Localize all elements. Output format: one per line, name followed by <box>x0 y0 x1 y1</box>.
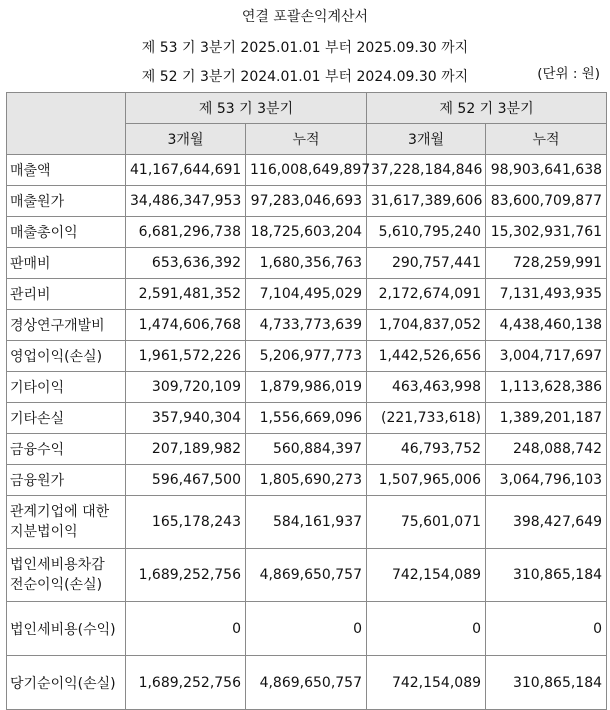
prior-period-label: 제 52 기 3분기 2024.01.01 부터 2024.09.30 까지 <box>141 69 469 85</box>
table-row <box>7 602 607 656</box>
value-cell: 310,865,184 <box>486 656 607 710</box>
value-cell: 742,154,089 <box>367 656 486 710</box>
value-cell: 309,720,109 <box>126 372 246 403</box>
value-cell: 165,178,243 <box>126 496 246 549</box>
value-cell: 1,474,606,768 <box>126 310 246 341</box>
row-label <box>7 217 126 248</box>
value-cell: 3,004,717,697 <box>486 341 607 372</box>
row-label-line: 판매비 <box>10 256 51 272</box>
row-label <box>7 496 126 549</box>
row-label <box>7 403 126 434</box>
value-cell: 207,189,982 <box>126 434 246 465</box>
unit-label: (단위 : 원) <box>537 66 600 82</box>
value-cell: 1,442,526,656 <box>367 341 486 372</box>
table-row <box>7 372 607 403</box>
value-cell: 5,610,795,240 <box>367 217 486 248</box>
value-cell: 34,486,347,953 <box>126 186 246 217</box>
row-label-line: 전순이익(손실) <box>10 577 103 593</box>
value-cell: 653,636,392 <box>126 248 246 279</box>
row-label-line: 지분법이익 <box>10 524 78 540</box>
row-label-line: 당기순이익(손실) <box>10 675 116 692</box>
value-cell: 4,869,650,757 <box>246 656 367 710</box>
value-cell: 357,940,304 <box>126 403 246 434</box>
value-cell: 0 <box>126 602 246 656</box>
table-row <box>7 434 607 465</box>
value-cell: 1,680,356,763 <box>246 248 367 279</box>
value-cell: 4,438,460,138 <box>486 310 607 341</box>
table-row <box>7 217 607 248</box>
value-cell: 4,869,650,757 <box>246 549 367 602</box>
row-label <box>7 434 126 465</box>
value-cell: 0 <box>486 602 607 656</box>
table-row <box>7 496 607 549</box>
value-cell: 728,259,991 <box>486 248 607 279</box>
value-cell: 596,467,500 <box>126 465 246 496</box>
value-cell: 2,591,481,352 <box>126 279 246 310</box>
value-cell: 97,283,046,693 <box>246 186 367 217</box>
value-cell: 1,704,837,052 <box>367 310 486 341</box>
value-cell: 584,161,937 <box>246 496 367 549</box>
value-cell: 1,113,628,386 <box>486 372 607 403</box>
value-cell: 1,556,669,096 <box>246 403 367 434</box>
row-label <box>7 465 126 496</box>
row-label-line: 관리비 <box>10 287 51 303</box>
value-cell: 31,617,389,606 <box>367 186 486 217</box>
row-label-line: 경상연구개발비 <box>10 318 105 334</box>
value-cell: 83,600,709,877 <box>486 186 607 217</box>
value-cell: 7,131,493,935 <box>486 279 607 310</box>
value-cell: 0 <box>367 602 486 656</box>
value-cell: 398,427,649 <box>486 496 607 549</box>
table-row <box>7 310 607 341</box>
value-cell: 6,681,296,738 <box>126 217 246 248</box>
row-label-line: 매출원가 <box>10 194 65 210</box>
table-row <box>7 403 607 434</box>
statement-title: 연결 포괄손익계산서 <box>241 9 369 25</box>
value-cell: 116,008,649,897 <box>246 155 367 186</box>
value-cell: 560,884,397 <box>246 434 367 465</box>
column-header-3months: 3개월 <box>126 124 246 155</box>
period-group-header: 제 52 기 3분기 <box>367 93 607 124</box>
value-cell: 1,879,986,019 <box>246 372 367 403</box>
income-statement-table <box>6 92 607 710</box>
value-cell: 37,228,184,846 <box>367 155 486 186</box>
row-label-line: 법인세비용차감 <box>10 557 105 573</box>
item-header-cell <box>7 93 126 155</box>
value-cell: 5,206,977,773 <box>246 341 367 372</box>
table-row <box>7 279 607 310</box>
value-cell: 1,689,252,756 <box>126 656 246 710</box>
current-period-label: 제 53 기 3분기 2025.01.01 부터 2025.09.30 까지 <box>141 40 469 56</box>
value-cell: (221,733,618) <box>367 403 486 434</box>
value-cell: 1,805,690,273 <box>246 465 367 496</box>
row-label <box>7 155 126 186</box>
value-cell: 2,172,674,091 <box>367 279 486 310</box>
table-row <box>7 465 607 496</box>
value-cell: 1,507,965,006 <box>367 465 486 496</box>
column-header-cumulative: 누적 <box>486 124 607 155</box>
value-cell: 41,167,644,691 <box>126 155 246 186</box>
table-row <box>7 248 607 279</box>
table-row <box>7 155 607 186</box>
value-cell: 4,733,773,639 <box>246 310 367 341</box>
row-label <box>7 372 126 403</box>
row-label <box>7 602 126 656</box>
row-label-line: 기타이익 <box>10 380 65 396</box>
row-label <box>7 186 126 217</box>
table-row <box>7 186 607 217</box>
value-cell: 98,903,641,638 <box>486 155 607 186</box>
value-cell: 742,154,089 <box>367 549 486 602</box>
row-label <box>7 248 126 279</box>
value-cell: 463,463,998 <box>367 372 486 403</box>
row-label-line: 관계기업에 대한 <box>10 504 110 520</box>
value-cell: 46,793,752 <box>367 434 486 465</box>
statement-body <box>7 155 607 710</box>
row-label <box>7 279 126 310</box>
row-label <box>7 341 126 372</box>
row-label-line: 금융수익 <box>10 442 65 458</box>
value-cell: 290,757,441 <box>367 248 486 279</box>
value-cell: 1,389,201,187 <box>486 403 607 434</box>
value-cell: 18,725,603,204 <box>246 217 367 248</box>
column-header-cumulative: 누적 <box>246 124 367 155</box>
value-cell: 75,601,071 <box>367 496 486 549</box>
row-label <box>7 310 126 341</box>
table-row <box>7 656 607 710</box>
value-cell: 1,961,572,226 <box>126 341 246 372</box>
column-header-3months: 3개월 <box>367 124 486 155</box>
value-cell: 310,865,184 <box>486 549 607 602</box>
value-cell: 0 <box>246 602 367 656</box>
row-label-line: 기타손실 <box>10 411 65 427</box>
row-label <box>7 656 126 710</box>
row-label <box>7 549 126 602</box>
value-cell: 248,088,742 <box>486 434 607 465</box>
value-cell: 3,064,796,103 <box>486 465 607 496</box>
row-label-line: 법인세비용(수익) <box>10 621 116 638</box>
row-label-line: 매출총이익 <box>10 225 78 241</box>
row-label-line: 매출액 <box>10 163 51 179</box>
period-group-header: 제 53 기 3분기 <box>126 93 367 124</box>
value-cell: 15,302,931,761 <box>486 217 607 248</box>
row-label-line: 금융원가 <box>10 473 65 489</box>
value-cell: 1,689,252,756 <box>126 549 246 602</box>
table-row <box>7 341 607 372</box>
table-row <box>7 549 607 602</box>
row-label-line: 영업이익(손실) <box>10 349 103 365</box>
value-cell: 7,104,495,029 <box>246 279 367 310</box>
